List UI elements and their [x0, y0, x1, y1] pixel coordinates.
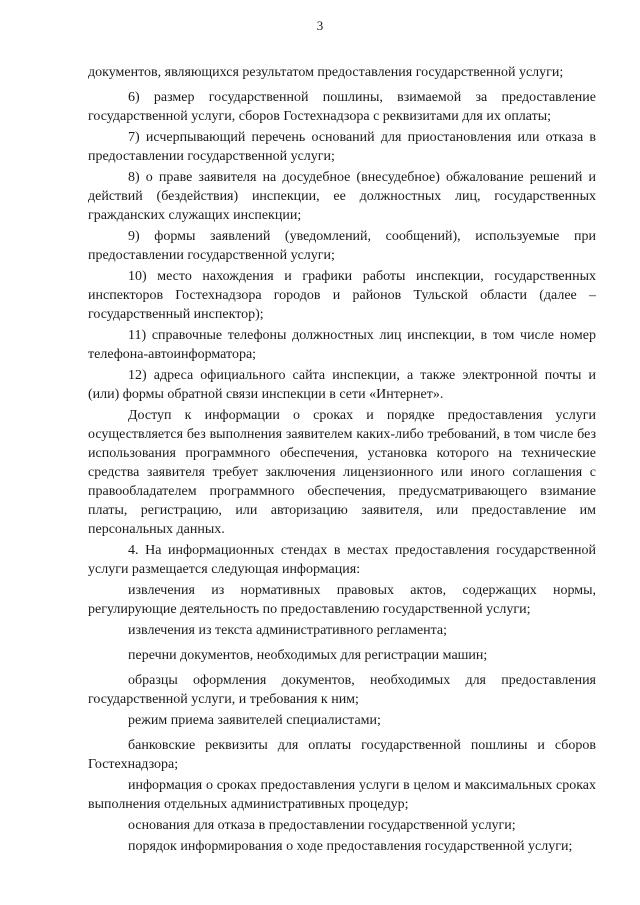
paragraph-item-7: 7) исчерпывающий перечень оснований для приостановления или отказа в предоставлении государственной услуги;	[88, 130, 596, 164]
list-item-document-lists: перечни документов, необходимых для регистрации машин;	[128, 648, 488, 663]
list-item-reception-hours: режим приема заявителей специалистами;	[128, 713, 381, 728]
list-item-progress-info: порядок информирования о ходе предоставления государственной услуги;	[128, 839, 573, 854]
document-body	[88, 63, 596, 856]
paragraph-item-10: 10) место нахождения и графики работы инспекции, государственных инспекторов Гостехнадзора городов и районов Тульской области (далее – государственный инспектор);	[88, 269, 596, 322]
paragraph-section-4: 4. На информационных стендах в местах предоставления государственной услуги размещается следующая информация:	[88, 543, 596, 577]
paragraph-item-9: 9) формы заявлений (уведомлений, сообщений), используемые при предоставлении государственной услуги;	[88, 229, 596, 263]
list-item-extracts-regulation: извлечения из текста административного регламента;	[128, 623, 448, 638]
list-item-extracts-acts: извлечения из нормативных правовых актов, содержащих нормы, регулирующие деятельность по предоставлению государственной услуги;	[88, 583, 596, 617]
paragraph-access: Доступ к информации о сроках и порядке предоставления услуги осуществляется без выполнения заявителем каких-либо требований, в том числе без использования программного обеспечения, установка которого на технические средства заявителя требует заключения лицензионного или иного соглашения с правообладателем программного обеспечения, предусматривающего взимание платы, регистрацию, или авторизацию заявителя, или предоставление им персональных данных.	[88, 408, 596, 537]
list-item-bank-details: банковские реквизиты для оплаты государственной пошлины и сборов Гостехнадзора;	[88, 738, 596, 772]
paragraph-item-8: 8) о праве заявителя на досудебное (внесудебное) обжалование решений и действий (бездействия) инспекции, ее должностных лиц, государственных гражданских служащих инспекции;	[88, 170, 596, 223]
page-number: 3	[316, 18, 324, 33]
list-item-document-samples: образцы оформления документов, необходимых для предоставления государственной услуги, и требования к ним;	[88, 673, 596, 707]
paragraph-item-12: 12) адреса официального сайта инспекции, а также электронной почты и (или) формы обратной связи инспекции в сети «Интернет».	[88, 368, 596, 402]
list-item-refusal-grounds: основания для отказа в предоставлении государственной услуги;	[128, 818, 516, 833]
paragraph-item-6: 6) размер государственной пошлины, взимаемой за предоставление государственной услуги, сборов Гостехнадзора с реквизитами для их оплаты;	[88, 90, 596, 124]
paragraph-item-11: 11) справочные телефоны должностных лиц инспекции, в том числе номер телефона-автоинформатора;	[88, 328, 596, 362]
paragraph-continuation: документов, являющихся результатом предоставления государственной услуги;	[88, 65, 564, 80]
list-item-service-terms: информация о сроках предоставления услуги в целом и максимальных сроках выполнения отдельных административных процедур;	[88, 778, 596, 812]
